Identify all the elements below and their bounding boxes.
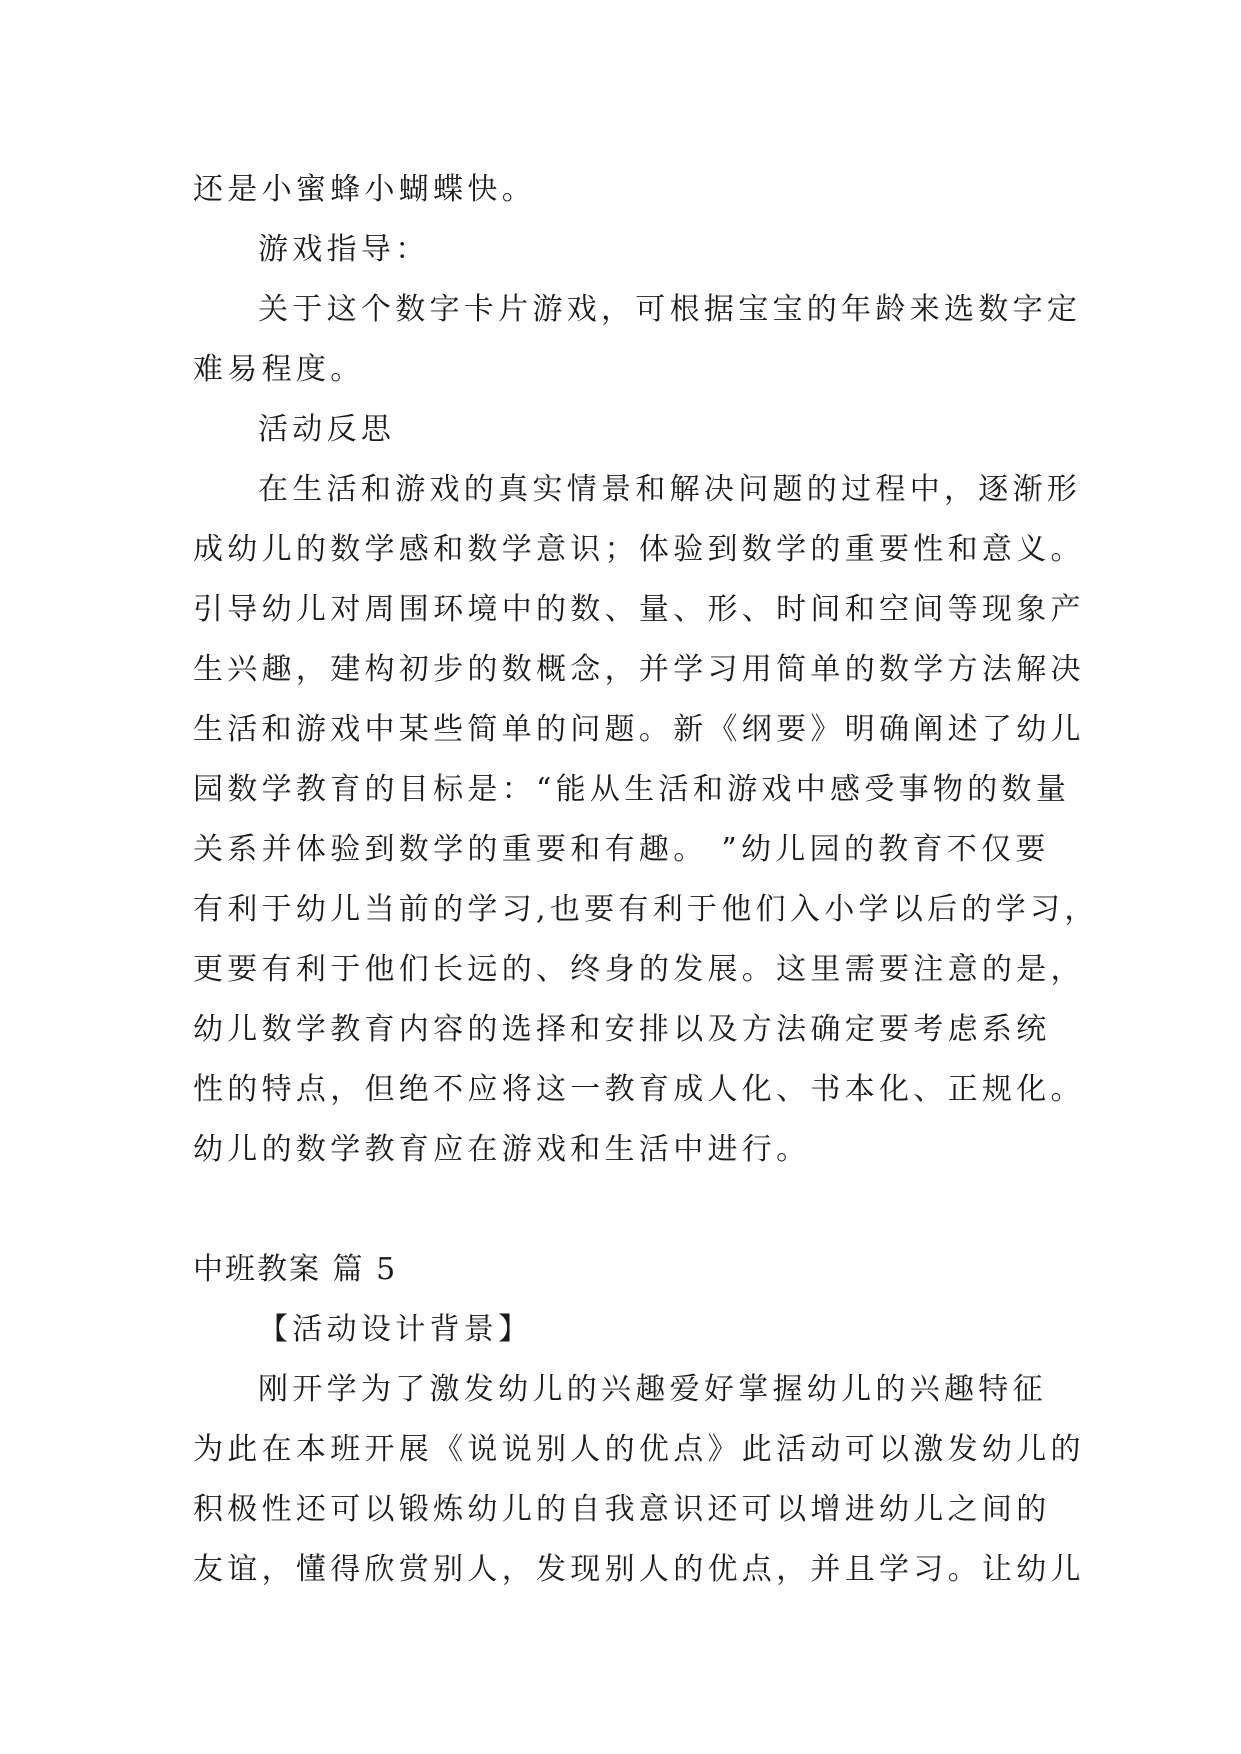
text-line: 更要有利于他们长远的、终身的发展。这里需要注意的是，	[193, 952, 1085, 987]
text-line: 为此在本班开展《说说别人的优点》此活动可以激发幼儿的	[193, 1432, 1085, 1467]
text-line: 在生活和游戏的真实情景和解决问题的过程中，逐渐形	[258, 472, 1082, 507]
text-line: 关系并体验到数学的重要和有趣。 ”幼儿园的教育不仅要	[193, 832, 1050, 867]
document-page	[193, 160, 1099, 1600]
text-line: 友谊，懂得欣赏别人，发现别人的优点，并且学习。让幼儿	[193, 1552, 1085, 1587]
text-line: 园数学教育的目标是：“能从生活和游戏中感受事物的数量	[193, 772, 1071, 807]
section-heading: 中班教案 篇 5	[193, 1252, 398, 1287]
text-line: 幼儿的数学教育应在游戏和生活中进行。	[193, 1132, 811, 1167]
section-label-reflection: 活动反思	[258, 412, 396, 447]
text-line: 生兴趣，建构初步的数概念，并学习用简单的数学方法解决	[193, 652, 1085, 687]
section-label-game-guide: 游戏指导：	[258, 232, 430, 267]
text-line: 成幼儿的数学感和数学意识；体验到数学的重要性和意义。	[193, 532, 1085, 567]
text-line: 难易程度。	[193, 352, 365, 387]
text-line: 还是小蜜蜂小蝴蝶快。	[193, 172, 536, 207]
paragraph-gap	[193, 1180, 1053, 1240]
text-line: 积极性还可以锻炼幼儿的自我意识还可以增进幼儿之间的	[193, 1492, 1051, 1527]
subsection-heading: 【活动设计背景】	[258, 1312, 533, 1347]
text-line: 有利于幼儿当前的学习,也要有利于他们入小学以后的学习，	[193, 892, 1099, 927]
text-line: 幼儿数学教育内容的选择和安排以及方法确定要考虑系统	[193, 1012, 1051, 1047]
text-line: 引导幼儿对周围环境中的数、量、形、时间和空间等现象产	[193, 592, 1085, 627]
text-line: 刚开学为了激发幼儿的兴趣爱好掌握幼儿的兴趣特征	[258, 1372, 1047, 1407]
text-line: 生活和游戏中某些简单的问题。新《纲要》明确阐述了幼儿	[193, 712, 1085, 747]
text-line: 性的特点，但绝不应将这一教育成人化、书本化、正规化。	[193, 1072, 1085, 1107]
text-line: 关于这个数字卡片游戏，可根据宝宝的年龄来选数字定	[258, 292, 1082, 327]
